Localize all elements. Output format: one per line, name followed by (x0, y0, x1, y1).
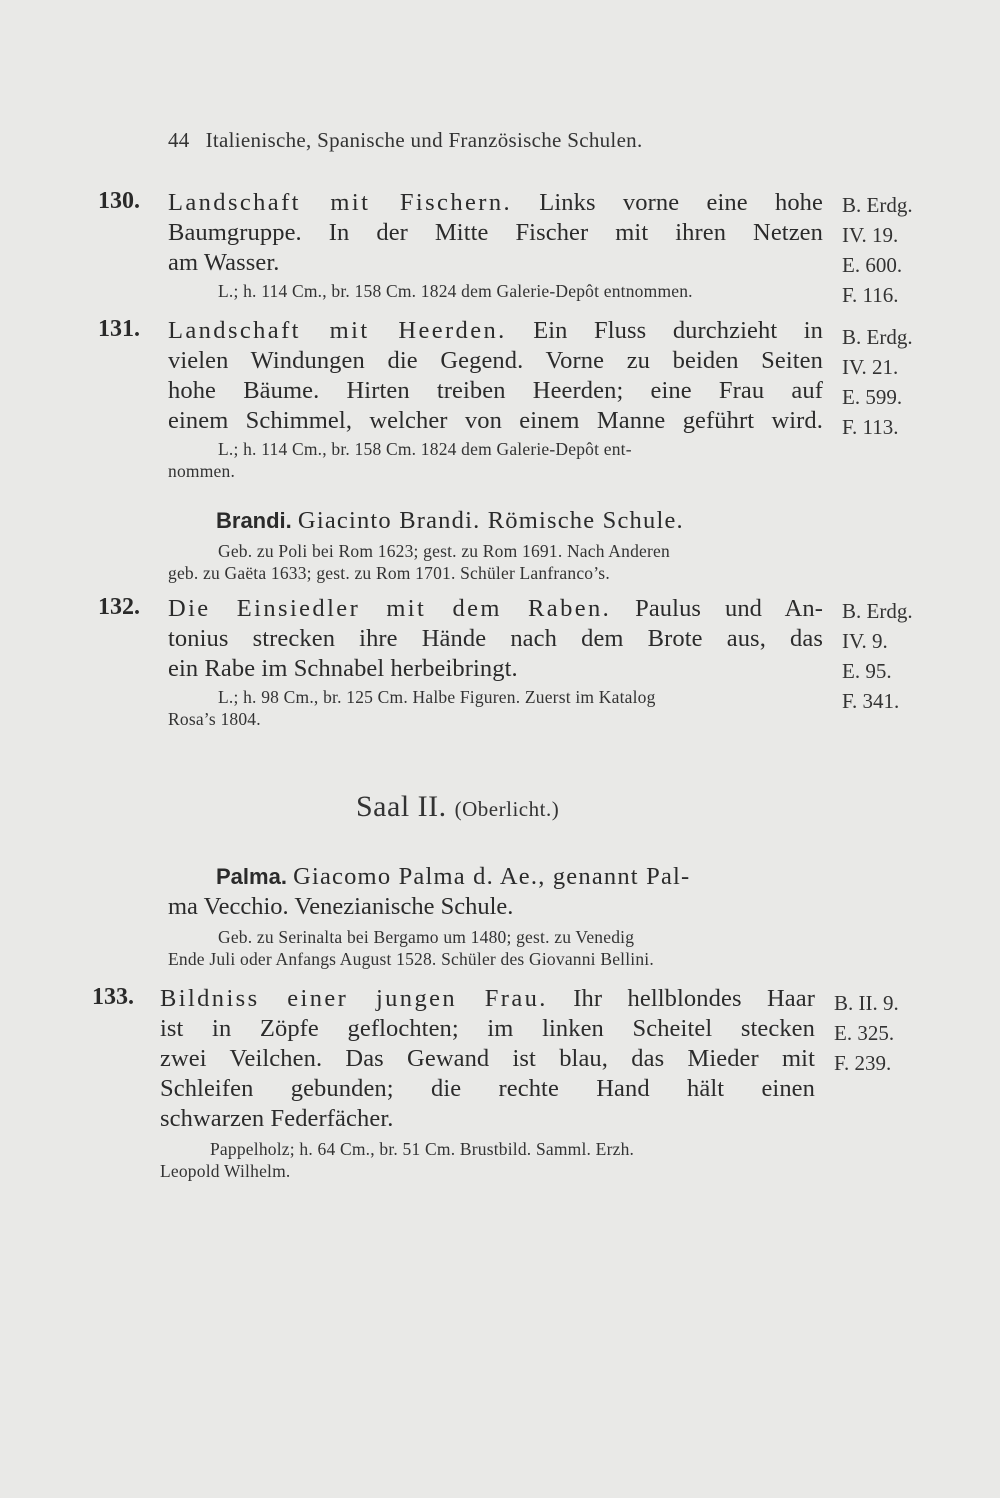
description-line (168, 316, 823, 346)
description-line: einem Schimmel, welcher von einem Manne geführt wird. (168, 407, 823, 434)
page-number: 44 (168, 128, 190, 152)
description-line: tonius strecken ihre Hände nach dem Brote aus, das (168, 625, 823, 652)
description-line: schwarzen Federfächer. (160, 1105, 394, 1132)
description-line (168, 188, 823, 218)
description-line: ein Rabe im Schnabel herbeibringt. (168, 655, 518, 682)
artist-description: Giacomo Palma d. Ae., genannt Pal- (293, 863, 691, 890)
biography-note: Geb. zu Poli bei Rom 1623; gest. zu Rom 1691. Nach Anderen (218, 541, 670, 561)
reference-line: E. 599. (842, 385, 903, 409)
catalog-references-131 (842, 322, 962, 442)
reference-line: B. Erdg. (842, 599, 913, 623)
artist-line (168, 862, 828, 892)
artist-heading-palma (168, 862, 828, 970)
description-line: Baumgruppe. In der Mitte Fischer mit ihren Netzen (168, 219, 823, 246)
entry-description (168, 316, 823, 482)
biography-note: geb. zu Gaëta 1633; gest. zu Rom 1701. Schüler Lanfranco’s. (168, 563, 610, 583)
reference-line: F. 116. (842, 283, 899, 307)
running-title: Italienische, Spanische und Französische Schulen. (205, 128, 643, 152)
reference-line: F. 113. (842, 415, 899, 439)
reference-line: IV. 9. (842, 629, 888, 653)
biography-note: Geb. zu Serinalta bei Bergamo um 1480; gest. zu Venedig (218, 927, 635, 947)
description-line (160, 984, 815, 1014)
provenance-note: L.; h. 114 Cm., br. 158 Cm. 1824 dem Galerie-Depôt entnommen. (218, 281, 693, 301)
artist-line (168, 506, 828, 536)
catalog-references-132 (842, 596, 962, 716)
description-text: Links vorne eine hohe (539, 189, 823, 216)
provenance-note: nommen. (168, 461, 236, 481)
artist-line: ma Vecchio. Venezianische Schule. (168, 893, 514, 920)
painting-title: Landschaft mit Heerden. (168, 317, 507, 344)
entry-description (160, 984, 815, 1182)
reference-line: E. 600. (842, 253, 903, 277)
reference-line: F. 341. (842, 689, 900, 713)
provenance-note: L.; h. 98 Cm., br. 125 Cm. Halbe Figuren. Zuerst im Katalog (218, 687, 656, 707)
painting-title: Bildniss einer jungen Frau. (160, 985, 548, 1012)
section-subtitle: (Oberlicht.) (454, 797, 560, 821)
provenance-note: Pappelholz; h. 64 Cm., br. 51 Cm. Brustbild. Samml. Erzh. (210, 1139, 635, 1159)
running-header (168, 128, 808, 153)
painting-title: Landschaft mit Fischern. (168, 189, 512, 216)
entry-number: 132. (98, 594, 140, 620)
entry-number: 133. (92, 984, 134, 1010)
section-heading (356, 790, 559, 824)
painting-title: Die Einsiedler mit dem Raben. (168, 595, 612, 622)
reference-line: IV. 19. (842, 223, 899, 247)
provenance-note: Leopold Wilhelm. (160, 1161, 291, 1181)
reference-line: B. Erdg. (842, 325, 913, 349)
provenance-note: Rosa’s 1804. (168, 709, 261, 729)
reference-line: E. 325. (834, 1021, 895, 1045)
artist-heading-brandi (168, 506, 828, 584)
biography-note: Ende Juli oder Anfangs August 1528. Schüler des Giovanni Bellini. (168, 949, 654, 969)
description-text: Paulus und An- (635, 595, 823, 622)
provenance-note: L.; h. 114 Cm., br. 158 Cm. 1824 dem Galerie-Depôt ent- (218, 439, 632, 459)
description-text: Ihr hellblondes Haar (573, 985, 816, 1012)
description-line: vielen Windungen die Gegend. Vorne zu beiden Seiten (168, 347, 823, 374)
artist-description: Giacinto Brandi. Römische Schule. (297, 507, 684, 534)
artist-name: Brandi. (216, 508, 292, 533)
reference-line: E. 95. (842, 659, 892, 683)
entry-description (168, 188, 823, 302)
entry-number: 130. (98, 188, 140, 214)
artist-name: Palma. (216, 864, 287, 889)
reference-line: IV. 21. (842, 355, 899, 379)
description-line: Schleifen gebunden; die rechte Hand hält einen (160, 1075, 815, 1102)
entry-description (168, 594, 823, 730)
reference-line: F. 239. (834, 1051, 892, 1075)
entry-number: 131. (98, 316, 140, 342)
description-line: hohe Bäume. Hirten treiben Heerden; eine Frau auf (168, 377, 823, 404)
description-line: am Wasser. (168, 249, 280, 276)
description-line: ist in Zöpfe geflochten; im linken Scheitel stecken (160, 1015, 815, 1042)
catalog-references-130 (842, 190, 962, 310)
description-line: zwei Veilchen. Das Gewand ist blau, das Mieder mit (160, 1045, 815, 1072)
catalog-references-133 (834, 988, 954, 1078)
description-line (168, 594, 823, 624)
reference-line: B. II. 9. (834, 991, 899, 1015)
reference-line: B. Erdg. (842, 193, 913, 217)
section-title: Saal II. (356, 790, 447, 823)
description-text: Ein Fluss durchzieht in (533, 317, 824, 344)
